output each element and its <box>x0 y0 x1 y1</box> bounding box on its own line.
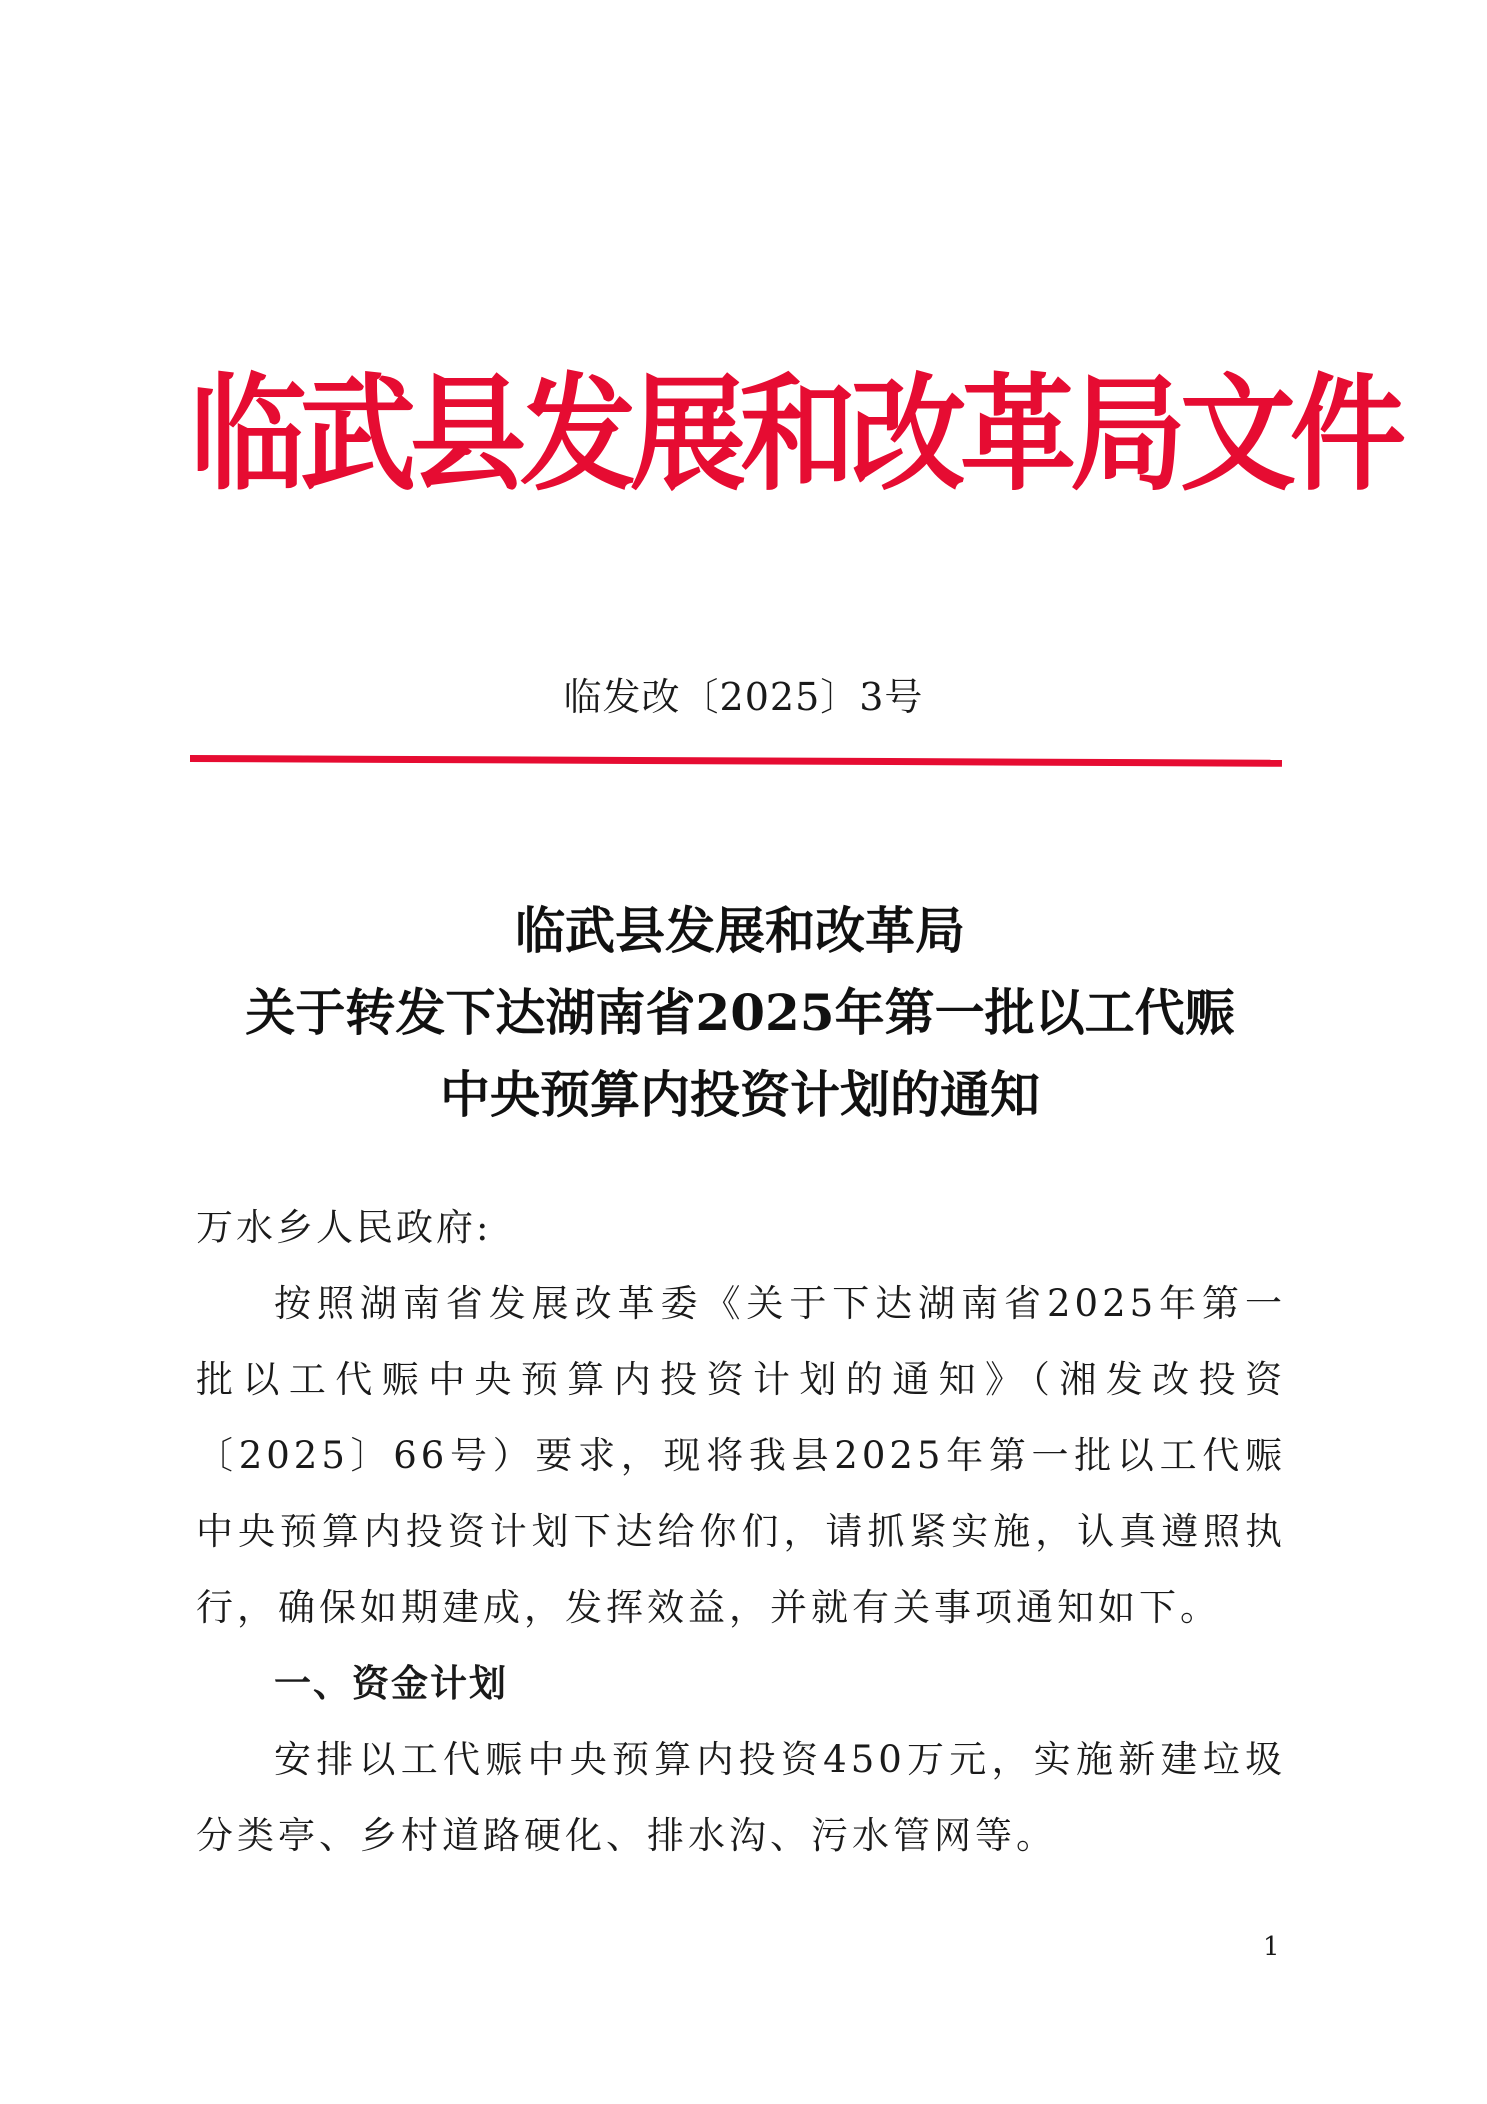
document-number: 临发改〔2025〕3号 <box>563 675 924 719</box>
page-number: 1 <box>1263 1932 1280 1962</box>
title-line-1: 临武县发展和改革局 <box>515 901 965 960</box>
document-title <box>200 890 1280 1136</box>
title-line-3: 中央预算内投资计划的通知 <box>440 1065 1040 1124</box>
salutation: 万水乡人民政府: <box>196 1206 492 1249</box>
title-line-2: 关于转发下达湖南省2025年第一批以工代赈 <box>245 983 1235 1042</box>
masthead-title: 临武县发展和改革局文件 <box>190 362 1400 509</box>
section-heading-funding-plan: 一、资金计划 <box>274 1662 508 1705</box>
document-body <box>196 1190 1286 1874</box>
paragraph-intro: 按照湖南省发展改革委《关于下达湖南省2025年第一批以工代赈中央预算内投资计划的通知》（湘发改投资〔2025〕66号）要求，现将我县2025年第一批以工代赈中央预算内投资计划下达给你们，请抓紧实施，认真遵照执行，确保如期建成，发挥效益，并就有关事项通知如下。 <box>196 1282 1286 1629</box>
red-divider-rule <box>190 755 1282 767</box>
paragraph-funding: 安排以工代赈中央预算内投资450万元，实施新建垃圾分类亭、乡村道路硬化、排水沟、污水管网等。 <box>196 1738 1286 1857</box>
